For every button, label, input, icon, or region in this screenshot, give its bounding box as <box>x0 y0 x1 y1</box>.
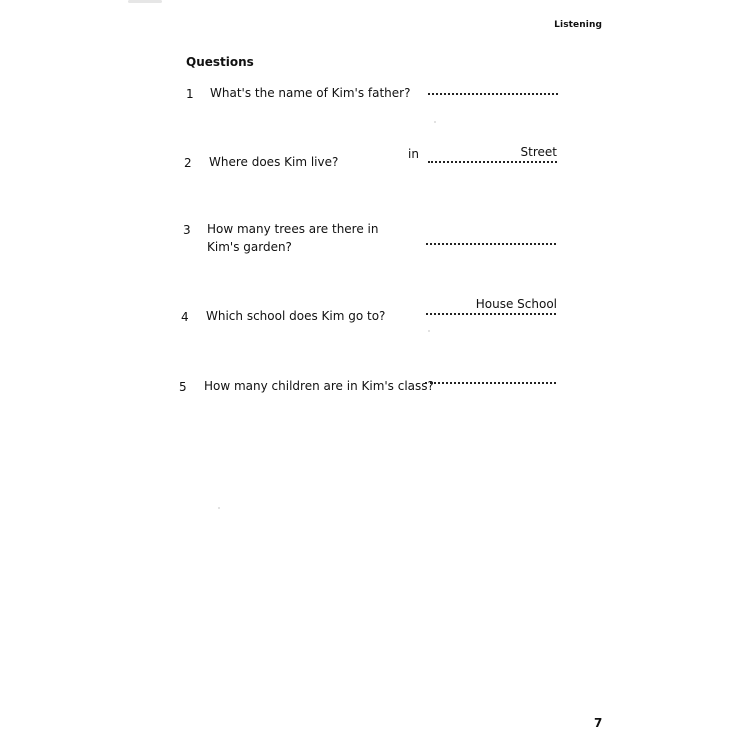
question-number: 3 <box>183 223 191 237</box>
scan-speck <box>428 330 430 332</box>
answer-line[interactable] <box>428 93 558 95</box>
question-number: 5 <box>179 380 187 394</box>
question-text: What's the name of Kim's father? <box>210 86 411 100</box>
scan-speck <box>218 507 220 509</box>
question-text: How many trees are there in Kim's garden? <box>207 222 379 254</box>
answer-line[interactable] <box>428 161 557 163</box>
section-label: Listening <box>554 20 602 30</box>
answer-suffix: House School <box>475 297 557 311</box>
answer-prefix: in <box>408 147 419 161</box>
answer-line[interactable] <box>426 243 556 245</box>
question-text: Where does Kim live? <box>209 155 339 169</box>
question-number: 4 <box>181 310 189 324</box>
question-text: How many children are in Kim's class? <box>204 379 434 393</box>
answer-line[interactable] <box>425 382 556 384</box>
scan-smudge <box>128 0 162 3</box>
page-number: 7 <box>594 716 603 730</box>
answer-line[interactable] <box>426 313 556 315</box>
questions-heading: Questions <box>186 55 254 69</box>
question-number: 2 <box>184 156 192 170</box>
answer-suffix: Street <box>520 145 557 159</box>
question-number: 1 <box>186 87 194 101</box>
question-text: Which school does Kim go to? <box>206 309 386 323</box>
scan-speck <box>434 121 436 123</box>
